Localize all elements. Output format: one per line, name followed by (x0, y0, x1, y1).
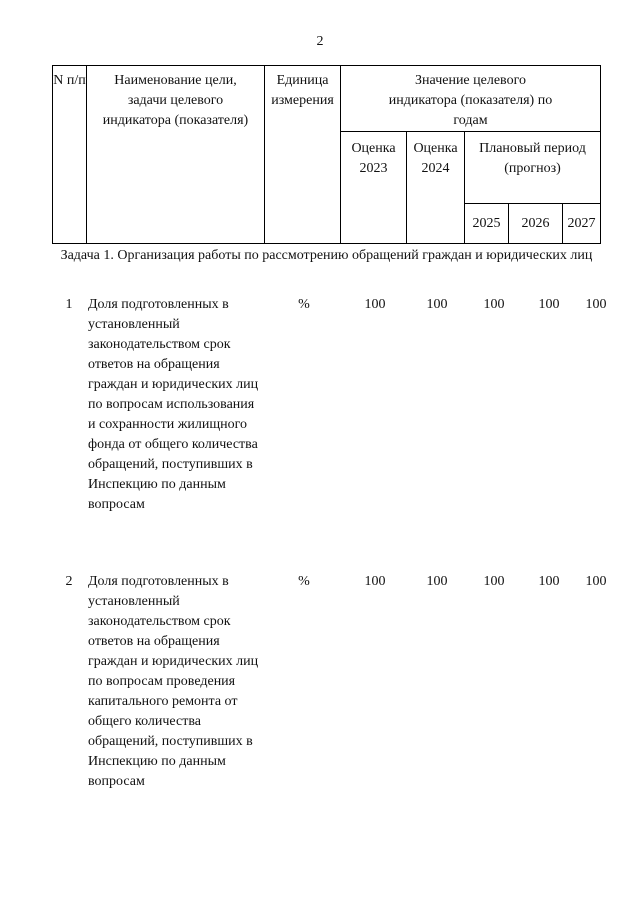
row-value-2027: 100 (585, 574, 607, 589)
row-name: Доля подготовленных в установленный законодательством срок ответов на обращения граждан и юридических лиц по вопросам использования и сохранности жилищного фонда от общего количества обращений, поступивших в Инспекцию по данным вопросам (88, 297, 259, 512)
row-value-2024: 100 (426, 574, 448, 589)
row-value-2026: 100 (538, 574, 560, 589)
row-value-2025: 100 (483, 574, 505, 589)
row-value-2023: 100 (364, 297, 386, 312)
header-name: Наименование цели, задачи целевого индикатора (показателя) (87, 66, 265, 244)
row-value-2024: 100 (426, 297, 448, 312)
row-value-2025: 100 (483, 297, 505, 312)
row-unit: % (298, 297, 310, 312)
indicator-table-header (52, 65, 601, 244)
header-year-2025: 2025 (465, 204, 509, 244)
header-year-2026: 2026 (509, 204, 563, 244)
row-unit: % (298, 574, 310, 589)
header-unit: Единица измерения (265, 66, 341, 244)
header-estimate-2023: Оценка 2023 (341, 132, 407, 244)
header-year-2027: 2027 (563, 204, 601, 244)
page-number: 2 (316, 34, 324, 49)
row-value-2027: 100 (585, 297, 607, 312)
row-value-2026: 100 (538, 297, 560, 312)
header-num: N п/п (53, 66, 87, 244)
header-values-by-year: Значение целевого индикатора (показателя) по годам (341, 66, 601, 132)
header-planned-period: Плановый период (прогноз) (465, 132, 601, 204)
task-title: Задача 1. Организация работы по рассмотрению обращений граждан и юридических лиц (60, 248, 593, 263)
row-name: Доля подготовленных в установленный законодательством срок ответов на обращения граждан и юридических лиц по вопросам проведения капитального ремонта от общего количества обращений, поступивших в Инспекцию по данным вопросам (88, 574, 259, 789)
row-number: 2 (65, 574, 73, 589)
header-estimate-2024: Оценка 2024 (407, 132, 465, 244)
row-value-2023: 100 (364, 574, 386, 589)
row-number: 1 (65, 297, 73, 312)
